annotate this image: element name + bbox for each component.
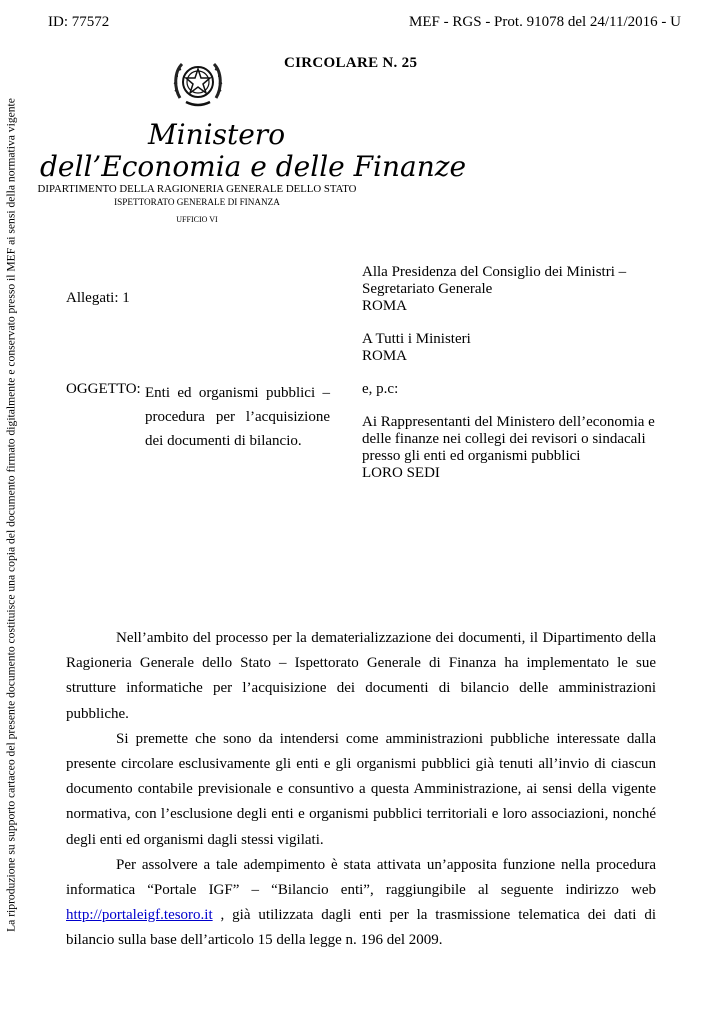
body-paragraph: Si premette che sono da intendersi come amministrazioni pubbliche interessate dalla presente circolare esclusivamente gli enti e gli organismi pubblici già tenuti all’invio di ciascun documento contabile previsionale e consuntivo a questa Amministrazione, ai sensi della vigente normativa, con l’esclusione degli enti e organismi pubblici territoriali e loro associazioni, nonché degli enti ed organismi dagli stessi vigilati. [66,730,656,848]
protocol-stamp: MEF - RGS - Prot. 91078 del 24/11/2016 - U [409,14,681,30]
ministry-title-line1: Ministero [148,118,286,151]
inspectorate-name: ISPETTORATO GENERALE DI FINANZA [114,197,280,207]
recipient-line: delle finanze nei collegi dei revisori o sindacali [362,431,646,447]
recipient-line: presso gli enti ed organismi pubblici [362,448,581,464]
recipient-line: Ai Rappresentanti del Ministero dell’economia e [362,414,655,430]
side-note-container [0,98,22,932]
recipient-line: ROMA [362,348,408,364]
portale-igf-link[interactable]: http://portaleigf.tesoro.it [66,907,213,924]
office-name: UFFICIO VI [176,215,218,224]
body-paragraph [66,853,656,954]
ministry-title-line2: dell’Economia e delle Finanze [40,150,467,183]
recipient-line: A Tutti i Ministeri [362,331,471,347]
subject-text: Enti ed organismi pubblici – procedura per l’acquisizione dei documenti di bilancio. [145,385,330,449]
recipient-line: e, p.c: [362,381,399,397]
body-paragraph: Nell’ambito del processo per la dematerializzazione dei documenti, il Dipartimento della Ragioneria Generale dello Stato – Ispettorato Generale di Finanza ha implementato le sue strutture informatiche per l’acquisizione dei documenti di bilancio delle amministrazioni pubbliche. [66,630,656,722]
attachments-count: Allegati: 1 [66,290,130,306]
recipients-block [362,264,662,482]
recipient-line: Segretariato Generale [362,281,493,297]
side-legal-note: La riproduzione su supporto cartaceo del presente documento costituisce una copia del documento firmato digitalmente e conservato presso il MEF ai sensi della normativa vigente [4,98,18,932]
body-text: , già utilizzata dagli enti per la trasmissione telematica dei dati di bilancio sulla base dell’articolo 15 della legge n. 196 del 2009. [66,907,656,949]
document-id: ID: 77572 [48,14,110,30]
recipient-line: Alla Presidenza del Consiglio dei Ministri – [362,264,627,280]
body-text: Per assolvere a tale adempimento è stata attivata un’apposita funzione nella procedura informatica “Portale IGF” – “Bilancio enti”, raggiungibile al seguente indirizzo web [66,856,656,899]
recipient-line: LORO SEDI [362,465,440,481]
department-name: DIPARTIMENTO DELLA RAGIONERIA GENERALE DELLO STATO [37,183,357,195]
circular-body [66,626,656,954]
circular-number: CIRCOLARE N. 25 [284,55,418,71]
italian-republic-emblem-icon [172,54,224,110]
recipient-line: ROMA [362,298,408,314]
subject-label: OGGETTO: [66,381,141,397]
